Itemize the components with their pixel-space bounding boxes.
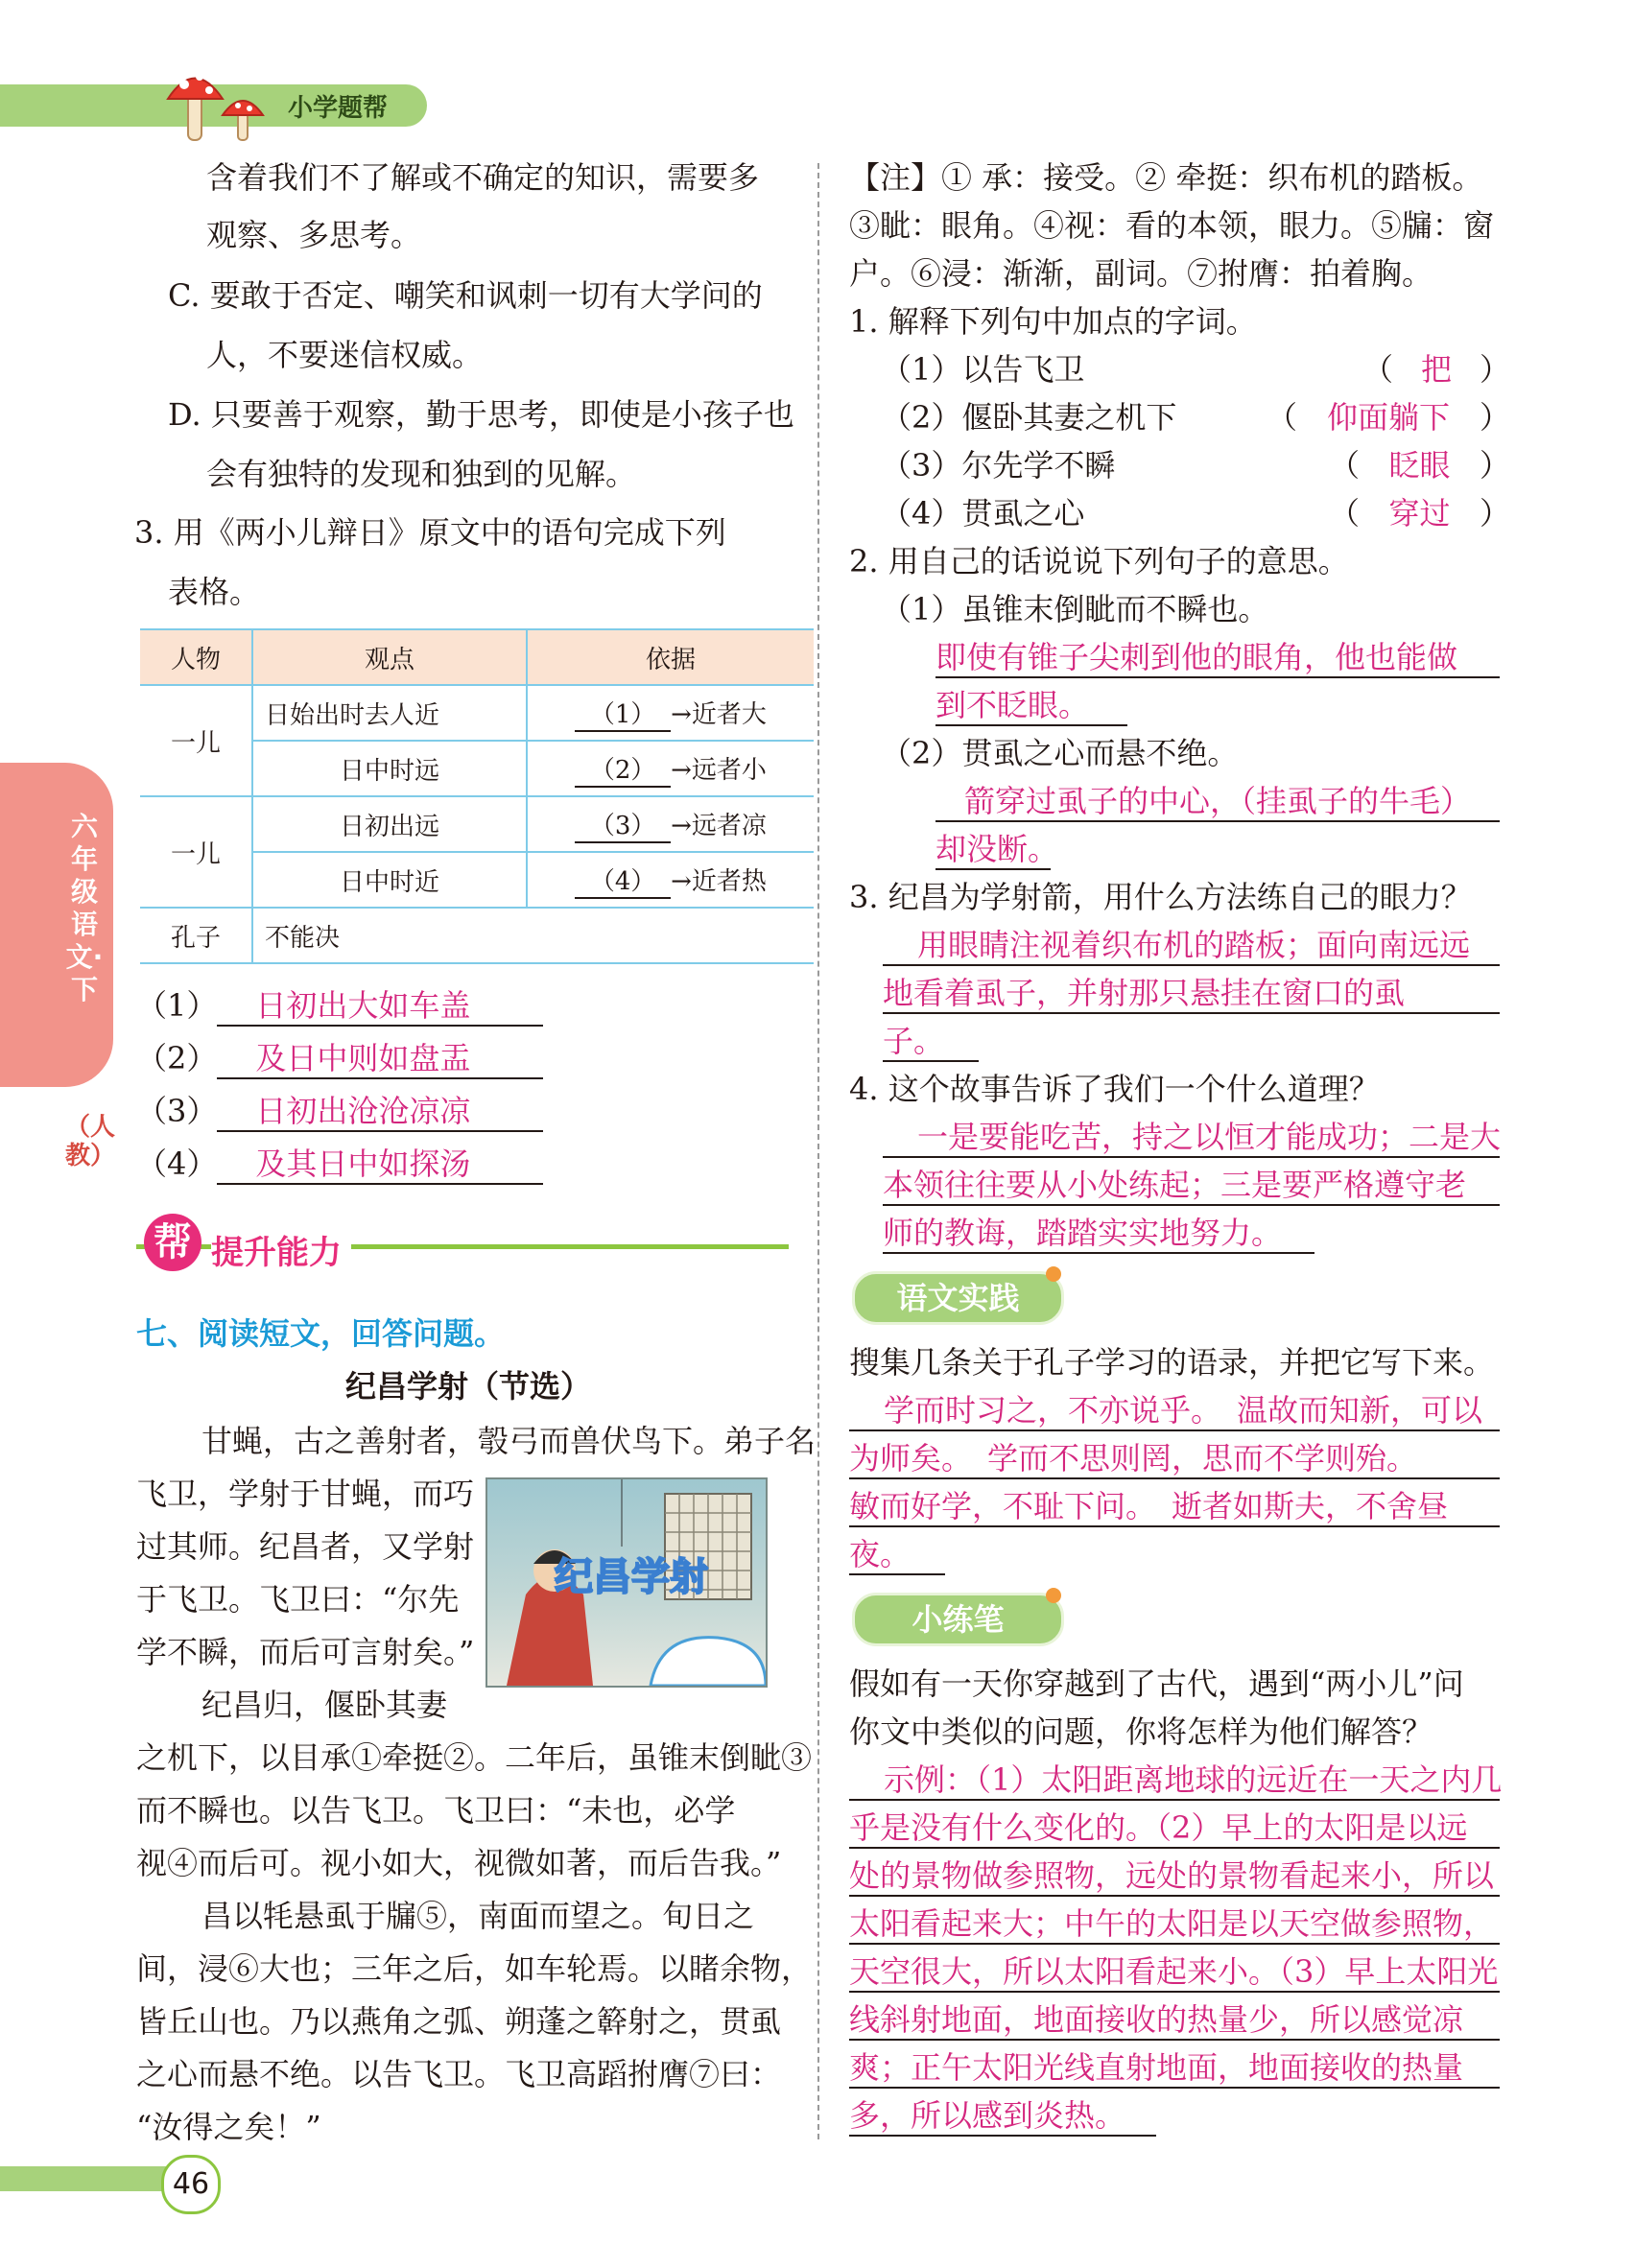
passage-line: 甘蝇，古之善射者，彀弓而兽伏鸟下。弟子名 <box>201 1423 817 1459</box>
practice-answer-line: 为师矣。 学而不思则罔，思而不学则殆。 <box>849 1439 1500 1479</box>
q3-answer-line: 用眼睛注视着织布机的踏板；面向南远远 <box>883 926 1500 966</box>
right-question-2: 2. 用自己的话说说下列句子的意思。 <box>849 543 1349 579</box>
answer-row <box>136 986 543 1027</box>
passage-line: 间，浸⑥大也；三年之后，如车轮焉。以睹余物， <box>136 1950 813 1987</box>
grade-label: 六年级语文·下 <box>65 811 104 1005</box>
writing-answer-line: 天空很大，所以太阳看起来小。（3）早上太阳光 <box>849 1952 1500 1993</box>
column-divider <box>817 163 819 2139</box>
q4-answer-line: 一是要能吃苦，持之以恒才能成功；二是大 <box>883 1118 1500 1158</box>
practice-answer-line: 敏而好学，不耻下问。 逝者如斯夫，不舍昼 <box>849 1487 1500 1527</box>
q1-item-answer: （ 仰面躺下 ） <box>1267 399 1511 436</box>
q4-answer-line: 本领往往要从小处练起；三是要严格遵守老 <box>883 1166 1500 1206</box>
header-person: 人物 <box>140 629 252 685</box>
passage-line: 之心而悬不绝。以告飞卫。飞卫高蹈拊膺⑦曰： <box>136 2056 782 2092</box>
passage-line: 昌以牦悬虱于牖⑤，南面而望之。旬日之 <box>201 1898 755 1934</box>
right-question-1: 1. 解释下列句中加点的字词。 <box>849 303 1257 340</box>
passage-line: 过其师。纪昌者，又学射 <box>136 1528 475 1565</box>
basis-1: →近者大 <box>671 699 767 729</box>
q3-answer-line: 地看着虱子，并射那只悬挂在窗口的虱 <box>883 974 1500 1014</box>
brand-title: 小学题帮 <box>288 94 389 123</box>
answer-num: （4） <box>136 1146 218 1182</box>
header-basis: 依据 <box>527 629 814 685</box>
row1a-view: 日始出时去人近 <box>252 685 527 741</box>
question-7: 七、阅读短文，回答问题。 <box>136 1315 506 1352</box>
passage-line: 纪昌归，偃卧其妻 <box>201 1687 448 1723</box>
q1-answer-text: 把 <box>1421 351 1453 388</box>
edition-label: （人教） <box>65 1113 116 1170</box>
blank-4: （4） <box>575 862 671 899</box>
note-line: ③眦：眼角。④视：看的本领，眼力。⑤牖：窗 <box>849 207 1495 244</box>
blank-2: （2） <box>575 750 671 788</box>
practice-answer-line: 学而时习之，不亦说乎。 温故而知新，可以 <box>849 1391 1500 1431</box>
q3-answer-line: 子。 <box>883 1022 979 1062</box>
row2a-view: 日初出远 <box>252 796 527 852</box>
answer-row <box>136 1039 543 1079</box>
row2b-basis <box>527 852 814 908</box>
option-d-line-1: D. 只要善于观察，勤于思考，即使是小孩子也 <box>168 396 794 433</box>
debate-table <box>140 628 814 964</box>
answer-text: 日初出沧沧凉凉 <box>217 1092 543 1132</box>
row2a-basis <box>527 796 814 852</box>
q1-item-answer: （ 眨眼 ） <box>1329 447 1511 484</box>
right-question-3: 3. 纪昌为学射箭，用什么方法练自己的眼力？ <box>849 879 1472 915</box>
passage-line: 于飞卫。飞卫曰：“尔先 <box>136 1581 460 1618</box>
row2-person: 一儿 <box>140 796 252 908</box>
passage-line: 之机下，以目承①牵挺②。二年后，虽锥末倒眦③ <box>136 1739 813 1776</box>
q1-item: （3）尔先学不瞬 <box>881 447 1116 484</box>
answer-text: 及其日中如探汤 <box>217 1145 543 1185</box>
passage-line: 学不瞬，而后可言射矣。” <box>136 1634 475 1670</box>
writing-prompt-line: 你文中类似的问题，你将怎样为他们解答？ <box>849 1713 1433 1750</box>
answer-num: （2） <box>136 1040 218 1076</box>
q1-item: （4）贯虱之心 <box>881 495 1085 532</box>
passage-line: 视④而后可。视小如大，视微如著，而后告我。” <box>136 1845 782 1881</box>
writing-prompt-line: 假如有一天你穿越到了古代，遇到“两小儿”问 <box>849 1666 1464 1702</box>
q2-2-answer-line: 箭穿过虱子的中心，（挂虱子的牛毛） <box>935 782 1500 822</box>
q1-answer-text: 仰面躺下 <box>1327 399 1451 436</box>
option-b-cont-1: 含着我们不了解或不确定的知识，需要多 <box>206 159 760 196</box>
passage-title: 纪昌学射（节选） <box>345 1368 592 1405</box>
answer-num: （3） <box>136 1093 218 1129</box>
basis-2: →远者小 <box>671 755 767 785</box>
q4-answer-line: 师的教诲，踏踏实实地努力。 <box>883 1214 1314 1254</box>
row1a-basis <box>527 685 814 741</box>
writing-answer-line: 太阳看起来大；中午的太阳是以天空做参照物， <box>849 1904 1500 1945</box>
answer-row <box>136 1145 543 1185</box>
table-row <box>140 908 814 963</box>
note-line: 【注】① 承：接受。② 牵挺：织布机的踏板。 <box>849 159 1483 196</box>
row1-person: 一儿 <box>140 685 252 796</box>
q1-answer-text: 眨眼 <box>1388 447 1451 484</box>
blank-1: （1） <box>575 695 671 732</box>
mushroom-logo-icon <box>163 56 278 147</box>
q2-sub-1: （1）虽锥末倒眦而不瞬也。 <box>881 591 1269 627</box>
option-c-line-1: C. 要敢于否定、嘲笑和讽刺一切有大学问的 <box>168 277 763 314</box>
row3-view: 不能决 <box>252 908 814 963</box>
basis-3: →远者凉 <box>671 811 767 840</box>
basis-4: →近者热 <box>671 866 767 896</box>
passage-line: 飞卫，学射于甘蝇，而巧 <box>136 1476 475 1512</box>
practice-answer-line: 夜。 <box>849 1535 945 1575</box>
option-b-cont-2: 观察、多思考。 <box>206 217 422 253</box>
note-line: 户。⑥浸：渐渐，副词。⑦拊膺：拍着胸。 <box>849 255 1433 292</box>
row1b-basis <box>527 741 814 796</box>
row1b-view: 日中时远 <box>252 741 527 796</box>
page-number: 46 <box>161 2155 221 2214</box>
q2-sub-2: （2）贯虱之心而悬不绝。 <box>881 735 1239 771</box>
answer-text: 及日中则如盘盂 <box>217 1039 543 1079</box>
option-d-line-2: 会有独特的发现和独到的见解。 <box>206 456 637 492</box>
q1-item: （1）以告飞卫 <box>881 351 1085 388</box>
practice-pill: 语文实践 <box>852 1271 1064 1325</box>
blank-3: （3） <box>575 806 671 843</box>
question-3-line-2: 表格。 <box>168 574 261 610</box>
row2b-view: 日中时近 <box>252 852 527 908</box>
table-row <box>140 796 814 852</box>
passage-line: 皆丘山也。乃以燕角之弧、朔蓬之簳射之，贯虱 <box>136 2003 782 2040</box>
writing-pill: 小练笔 <box>852 1593 1064 1646</box>
q2-1-answer-line: 到不眨眼。 <box>935 686 1127 726</box>
question-3-line-1: 3. 用《两小儿辩日》原文中的语句完成下列 <box>134 514 726 551</box>
footer-bar <box>0 2166 173 2191</box>
pill-dot-icon <box>1046 1266 1061 1282</box>
writing-answer-line: 爽；正午太阳光线直射地面，地面接收的热量 <box>849 2048 1500 2089</box>
q1-item-answer: （ 把 ） <box>1362 351 1511 388</box>
q2-2-answer-line: 却没断。 <box>935 830 1051 870</box>
section-title: 提升能力 <box>211 1226 351 1273</box>
answer-row <box>136 1092 543 1132</box>
q1-item-answer: （ 穿过 ） <box>1329 495 1511 532</box>
answer-num: （1） <box>136 987 218 1024</box>
row3-person: 孔子 <box>140 908 252 963</box>
writing-answer-line: 多，所以感到炎热。 <box>849 2096 1156 2137</box>
q2-1-answer-line: 即使有锥子尖刺到他的眼角，他也能做 <box>935 638 1500 678</box>
writing-answer-line: 处的景物做参照物，远处的景物看起来小，所以 <box>849 1856 1500 1897</box>
option-c-line-2: 人，不要迷信权威。 <box>206 337 484 373</box>
right-question-4: 4. 这个故事告诉了我们一个什么道理？ <box>849 1071 1380 1107</box>
writing-answer-line: 线斜射地面，地面接收的热量少，所以感觉凉 <box>849 2000 1500 2041</box>
writing-answer-line: 乎是没有什么变化的。（2）早上的太阳是以远 <box>849 1808 1500 1849</box>
answer-text: 日初出大如车盖 <box>217 986 543 1027</box>
passage-line: “汝得之矣！” <box>136 2109 321 2145</box>
section-badge: 帮 <box>144 1214 201 1271</box>
table-header-row <box>140 629 814 685</box>
q1-answer-text: 穿过 <box>1388 495 1451 532</box>
q1-item: （2）偃卧其妻之机下 <box>881 399 1177 436</box>
archer-illustration <box>485 1477 768 1688</box>
header-view: 观点 <box>252 629 527 685</box>
passage-line: 而不瞬也。以告飞卫。飞卫曰：“未也，必学 <box>136 1792 736 1829</box>
table-row <box>140 685 814 741</box>
practice-prompt: 搜集几条关于孔子学习的语录，并把它写下来。 <box>849 1344 1495 1381</box>
pill-dot-icon <box>1046 1588 1061 1603</box>
illustration-caption: 纪昌学射 <box>555 1555 708 1599</box>
writing-answer-line: 示例：（1）太阳距离地球的远近在一天之内几 <box>849 1760 1500 1801</box>
